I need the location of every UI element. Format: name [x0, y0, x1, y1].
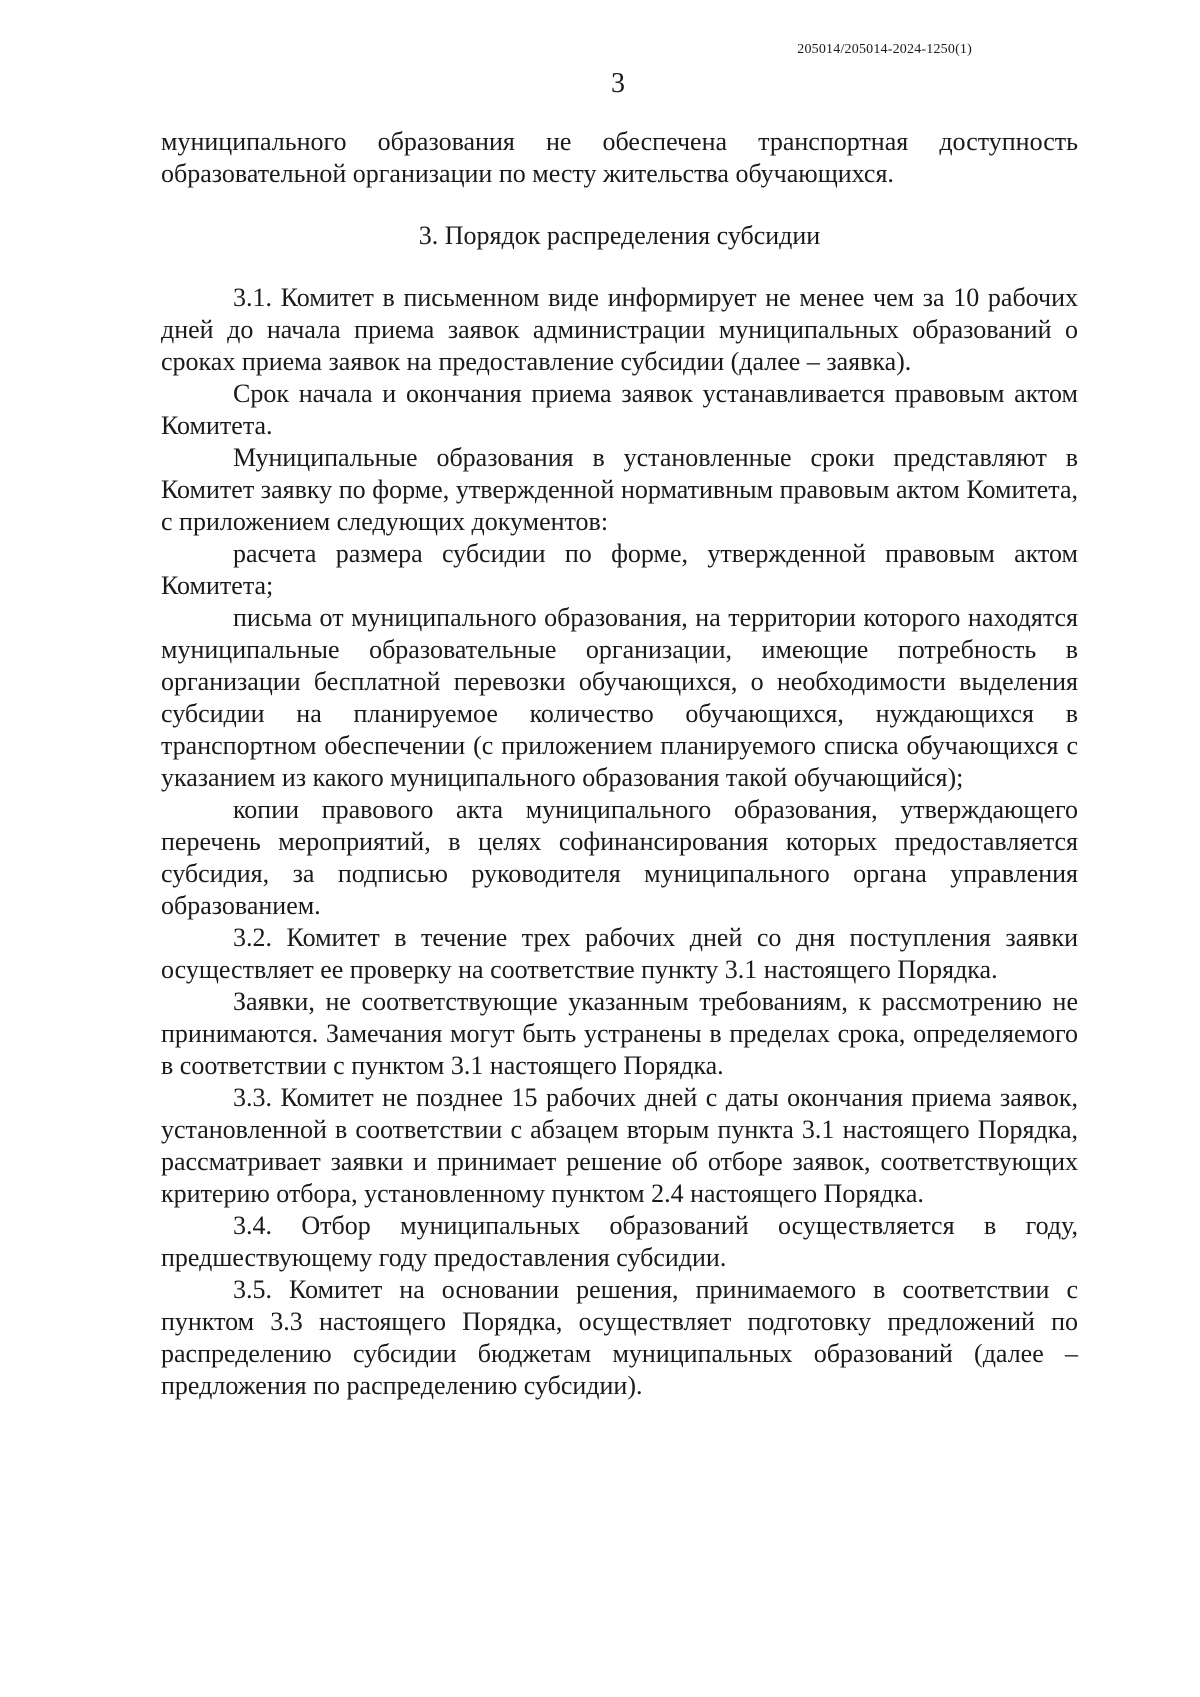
paragraph-rejected-applications: Заявки, не соответствующие указанным требованиям, к рассмотрению не принимаются. Замечания могут быть устранены в пределах срока, определяемого в соответствии с пунктом 3.1 настоящего Порядка. [161, 987, 1078, 1080]
paragraph-3-3: 3.3. Комитет не позднее 15 рабочих дней с даты окончания приема заявок, установленной в соответствии с абзацем вторым пункта 3.1 настоящего Порядка, рассматривает заявки и принимает решение об отборе заявок, соответствующих критерию отбора, установленному пунктом 2.4 настоящего Порядка. [161, 1083, 1078, 1208]
document-registration-number: 205014/205014-2024-1250(1) [797, 42, 972, 57]
paragraph-3-1: 3.1. Комитет в письменном виде информирует не менее чем за 10 рабочих дней до начала приема заявок администрации муниципальных образований о сроках приема заявок на предоставление субсидии (далее – заявка). [161, 283, 1078, 376]
paragraph-3-4: 3.4. Отбор муниципальных образований осуществляется в году, предшествующему году предоставления субсидии. [161, 1211, 1078, 1272]
paragraph-application-documents: Муниципальные образования в установленные сроки представляют в Комитет заявку по форме, утвержденной нормативным правовым актом Комитета, с приложением следующих документов: [161, 443, 1078, 536]
paragraph-3-2: 3.2. Комитет в течение трех рабочих дней со дня поступления заявки осуществляет ее проверку на соответствие пункту 3.1 настоящего Порядка. [161, 923, 1078, 984]
paragraph-continuation: муниципального образования не обеспечена транспортная доступность образовательной организации по месту жительства обучающихся. [161, 127, 1078, 188]
paragraph-deadline: Срок начала и окончания приема заявок устанавливается правовым актом Комитета. [161, 379, 1078, 440]
page-number: 3 [611, 68, 625, 99]
paragraph-letter: письма от муниципального образования, на территории которого находятся муниципальные образовательные организации, имеющие потребность в организации бесплатной перевозки обучающихся, о необходимости выделения субсидии на планируемое количество обучающихся, нуждающихся в транспортном обеспечении (с приложением планируемого списка обучающихся с указанием из какого муниципального образования такой обучающийся); [161, 603, 1078, 792]
document-body [161, 126, 1078, 1402]
section-heading: 3. Порядок распределения субсидии [418, 221, 821, 250]
paragraph-3-5: 3.5. Комитет на основании решения, принимаемого в соответствии с пунктом 3.3 настоящего Порядка, осуществляет подготовку предложений по распределению субсидии бюджетам муниципальных образований (далее – предложения по распределению субсидии). [161, 1275, 1078, 1400]
paragraph-legal-act-copy: копии правового акта муниципального образования, утверждающего перечень мероприятий, в целях софинансирования которых предоставляется субсидия, за подписью руководителя муниципального органа управления образованием. [161, 795, 1078, 920]
paragraph-calculation: расчета размера субсидии по форме, утвержденной правовым актом Комитета; [161, 539, 1078, 600]
